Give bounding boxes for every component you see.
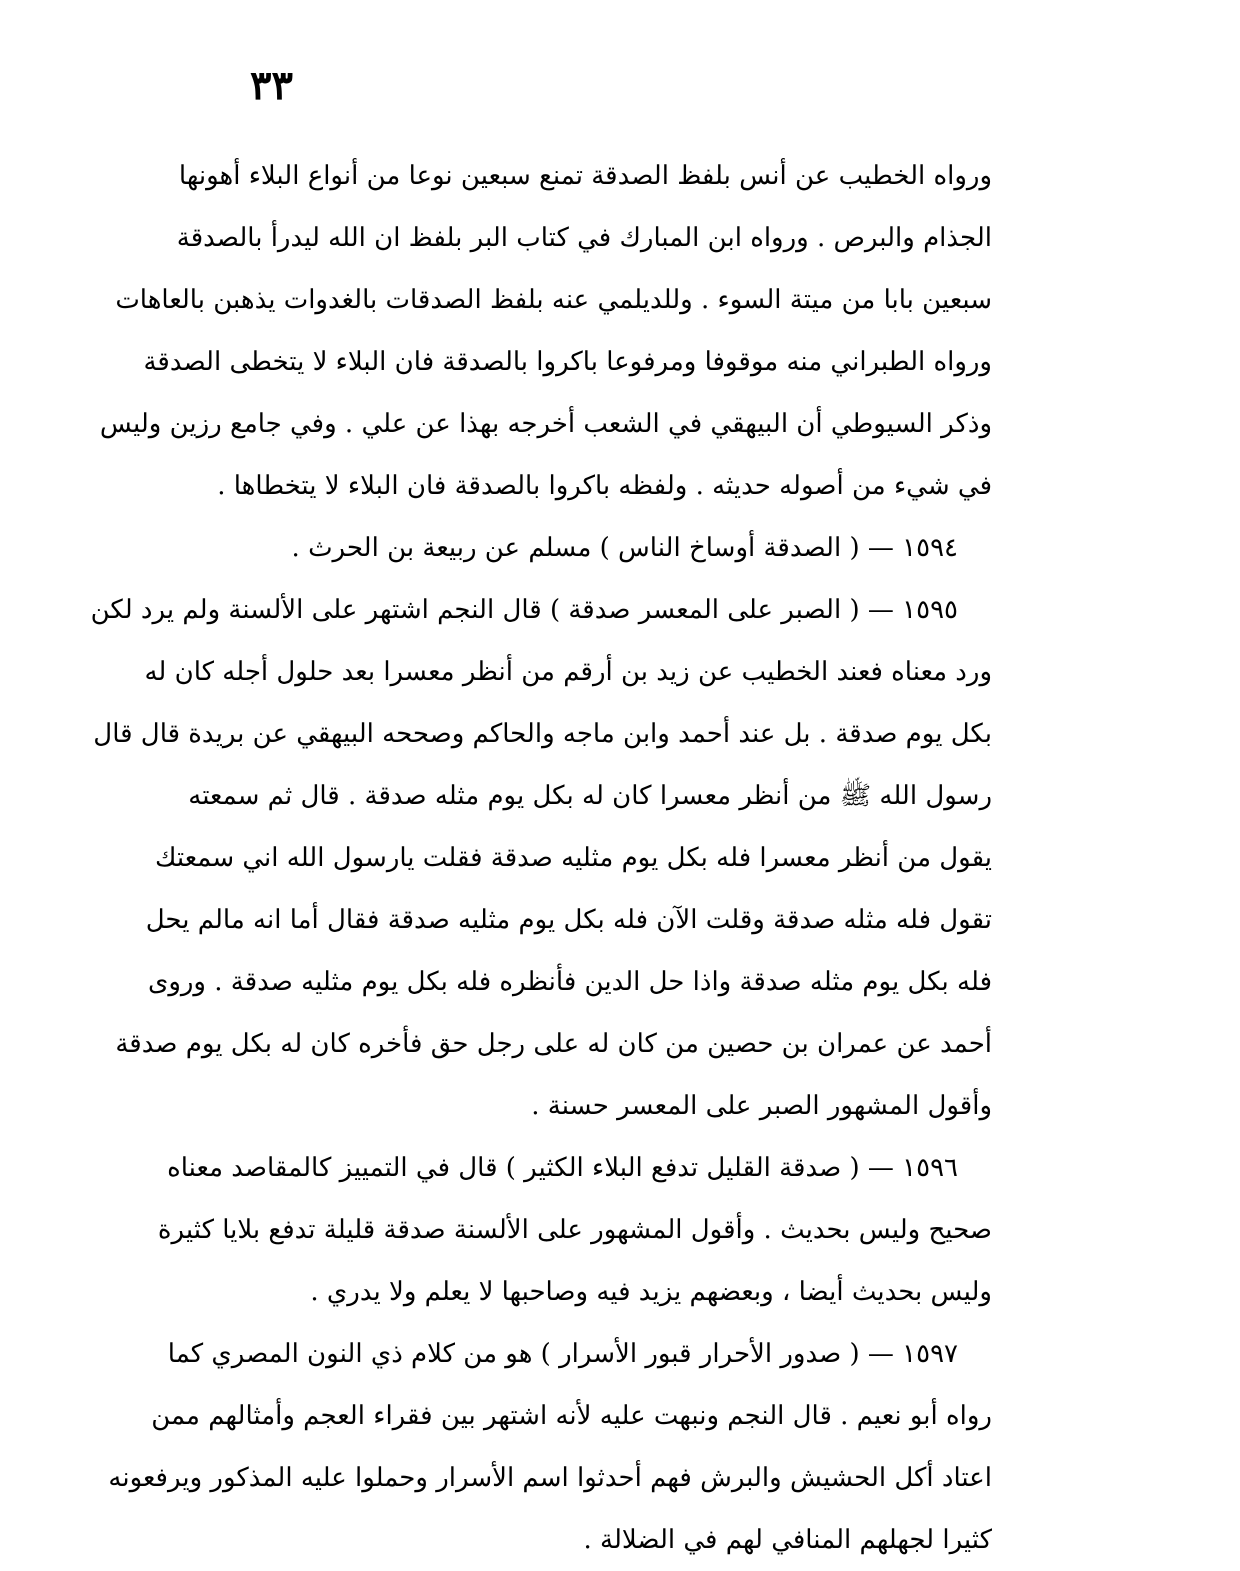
text-line: اعتاد أكل الحشيش والبرش فهم أحدثوا اسم الأسرار وحملوا عليه المذكور ويرفعونه xyxy=(108,1463,992,1493)
text-line: وذكر السيوطي أن البيهقي في الشعب أخرجه بهذا عن علي . وفي جامع رزين وليس xyxy=(99,409,992,439)
body-text xyxy=(90,145,992,1571)
text-line: وأقول المشهور الصبر على المعسر حسنة . xyxy=(531,1091,992,1121)
entry-1596: ١٥٩٦ — ( صدقة القليل تدفع البلاء الكثير ) قال في التمييز كالمقاصد معناه xyxy=(167,1153,958,1183)
text-line: رسول الله ﷺ من أنظر معسرا كان له بكل يوم مثله صدقة . قال ثم سمعته xyxy=(188,781,992,811)
text-line: يقول من أنظر معسرا فله بكل يوم مثليه صدقة فقلت يارسول الله اني سمعتك xyxy=(154,843,992,873)
text-line: وليس بحديث أيضا ، وبعضهم يزيد فيه وصاحبها لا يعلم ولا يدري . xyxy=(310,1277,992,1307)
entry-1595: ١٥٩٥ — ( الصبر على المعسر صدقة ) قال النجم اشتهر على الألسنة ولم يرد لكن xyxy=(90,595,958,625)
text-line: فله بكل يوم مثله صدقة واذا حل الدين فأنظره فله بكل يوم مثليه صدقة . وروى xyxy=(147,967,992,997)
text-line: الجذام والبرص . ورواه ابن المبارك في كتاب البر بلفظ ان الله ليدرأ بالصدقة xyxy=(176,223,992,253)
page-number: ٣٣ xyxy=(250,62,293,109)
text-line: في شيء من أصوله حديثه . ولفظه باكروا بالصدقة فان البلاء لا يتخطاها . xyxy=(217,471,992,501)
text-line: صحيح وليس بحديث . وأقول المشهور على الألسنة صدقة قليلة تدفع بلايا كثيرة xyxy=(157,1215,992,1245)
text-line: رواه أبو نعيم . قال النجم ونبهت عليه لأنه اشتهر بين فقراء العجم وأمثالهم ممن xyxy=(151,1401,992,1431)
text-line: بكل يوم صدقة . بل عند أحمد وابن ماجه والحاكم وصححه البيهقي عن بريدة قال قال xyxy=(93,719,992,749)
entry-1594: ١٥٩٤ — ( الصدقة أوساخ الناس ) مسلم عن ربيعة بن الحرث . xyxy=(291,533,958,563)
entry-1597: ١٥٩٧ — ( صدور الأحرار قبور الأسرار ) هو من كلام ذي النون المصري كما xyxy=(167,1339,958,1369)
text-line: ورواه الخطيب عن أنس بلفظ الصدقة تمنع سبعين نوعا من أنواع البلاء أهونها xyxy=(178,161,992,191)
text-line: كثيرا لجهلهم المنافي لهم في الضلالة . xyxy=(583,1525,992,1555)
text-line: أحمد عن عمران بن حصين من كان له على رجل حق فأخره كان له بكل يوم صدقة xyxy=(115,1029,992,1059)
text-line: تقول فله مثله صدقة وقلت الآن فله بكل يوم مثليه صدقة فقال أما انه مالم يحل xyxy=(145,905,992,935)
text-line: ورد معناه فعند الخطيب عن زيد بن أرقم من أنظر معسرا بعد حلول أجله كان له xyxy=(144,657,992,687)
text-line: ورواه الطبراني منه موقوفا ومرفوعا باكروا بالصدقة فان البلاء لا يتخطى الصدقة xyxy=(143,347,992,377)
text-line: سبعين بابا من ميتة السوء . وللديلمي عنه بلفظ الصدقات بالغدوات يذهبن بالعاهات xyxy=(115,285,992,315)
